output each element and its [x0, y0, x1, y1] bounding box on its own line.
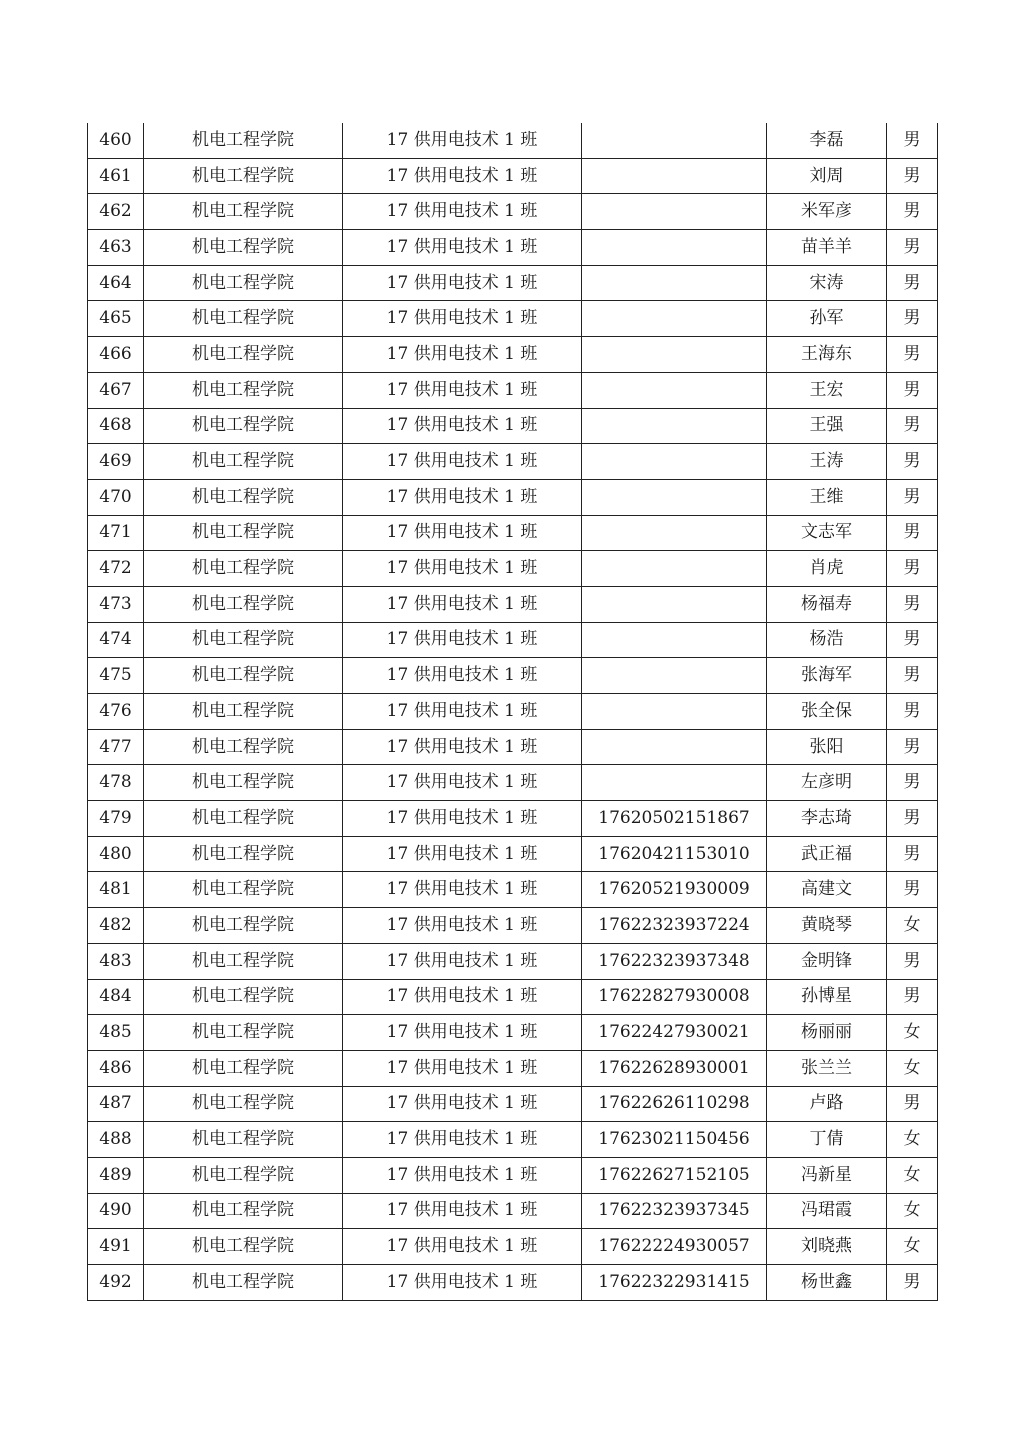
cell-class: 17 供用电技术 1 班 [343, 194, 582, 230]
cell-college: 机电工程学院 [144, 729, 343, 765]
cell-class: 17 供用电技术 1 班 [343, 658, 582, 694]
cell-gender: 男 [887, 765, 938, 801]
cell-student-id: 17622224930057 [582, 1229, 767, 1265]
cell-gender: 男 [887, 158, 938, 194]
cell-row-number: 490 [88, 1193, 144, 1229]
cell-gender: 男 [887, 658, 938, 694]
cell-student-id: 17622627152105 [582, 1157, 767, 1193]
cell-student-name: 米军彦 [767, 194, 887, 230]
cell-class: 17 供用电技术 1 班 [343, 301, 582, 337]
table-row [88, 908, 938, 944]
table-row [88, 123, 938, 158]
cell-class: 17 供用电技术 1 班 [343, 622, 582, 658]
cell-gender: 男 [887, 694, 938, 730]
cell-student-name: 李志琦 [767, 801, 887, 837]
roster-body [88, 123, 938, 1300]
cell-class: 17 供用电技术 1 班 [343, 943, 582, 979]
cell-row-number: 492 [88, 1265, 144, 1301]
cell-student-id: 17622322931415 [582, 1265, 767, 1301]
cell-student-name: 左彦明 [767, 765, 887, 801]
cell-class: 17 供用电技术 1 班 [343, 515, 582, 551]
cell-student-id: 17623021150456 [582, 1122, 767, 1158]
cell-college: 机电工程学院 [144, 265, 343, 301]
cell-student-name: 金明锋 [767, 943, 887, 979]
cell-college: 机电工程学院 [144, 408, 343, 444]
table-row [88, 1229, 938, 1265]
cell-class: 17 供用电技术 1 班 [343, 729, 582, 765]
cell-row-number: 472 [88, 551, 144, 587]
cell-student-id: 17622626110298 [582, 1086, 767, 1122]
cell-college: 机电工程学院 [144, 444, 343, 480]
cell-student-id [582, 729, 767, 765]
cell-class: 17 供用电技术 1 班 [343, 1086, 582, 1122]
cell-student-name: 黄晓琴 [767, 908, 887, 944]
cell-class: 17 供用电技术 1 班 [343, 372, 582, 408]
table-row [88, 479, 938, 515]
cell-class: 17 供用电技术 1 班 [343, 979, 582, 1015]
cell-student-name: 高建文 [767, 872, 887, 908]
table-row [88, 658, 938, 694]
cell-class: 17 供用电技术 1 班 [343, 230, 582, 266]
cell-student-name: 杨丽丽 [767, 1015, 887, 1051]
cell-gender: 男 [887, 979, 938, 1015]
cell-class: 17 供用电技术 1 班 [343, 872, 582, 908]
cell-student-name: 张全保 [767, 694, 887, 730]
cell-student-name: 杨世鑫 [767, 1265, 887, 1301]
cell-class: 17 供用电技术 1 班 [343, 1122, 582, 1158]
table-row [88, 872, 938, 908]
cell-gender: 女 [887, 1015, 938, 1051]
cell-gender: 女 [887, 1050, 938, 1086]
cell-student-name: 王维 [767, 479, 887, 515]
cell-college: 机电工程学院 [144, 515, 343, 551]
cell-college: 机电工程学院 [144, 908, 343, 944]
cell-gender: 男 [887, 586, 938, 622]
table-row [88, 1086, 938, 1122]
cell-student-id [582, 158, 767, 194]
cell-gender: 男 [887, 230, 938, 266]
cell-gender: 男 [887, 372, 938, 408]
cell-class: 17 供用电技术 1 班 [343, 479, 582, 515]
cell-class: 17 供用电技术 1 班 [343, 908, 582, 944]
table-row [88, 1193, 938, 1229]
cell-row-number: 491 [88, 1229, 144, 1265]
cell-college: 机电工程学院 [144, 1086, 343, 1122]
cell-student-id [582, 444, 767, 480]
cell-college: 机电工程学院 [144, 551, 343, 587]
cell-gender: 男 [887, 123, 938, 158]
cell-row-number: 487 [88, 1086, 144, 1122]
cell-student-id: 17620502151867 [582, 801, 767, 837]
cell-student-name: 王涛 [767, 444, 887, 480]
cell-row-number: 485 [88, 1015, 144, 1051]
cell-student-name: 张阳 [767, 729, 887, 765]
cell-student-id: 17622323937348 [582, 943, 767, 979]
cell-student-name: 刘周 [767, 158, 887, 194]
cell-gender: 男 [887, 444, 938, 480]
cell-student-id [582, 372, 767, 408]
cell-student-id [582, 230, 767, 266]
cell-college: 机电工程学院 [144, 1122, 343, 1158]
cell-student-name: 杨浩 [767, 622, 887, 658]
cell-college: 机电工程学院 [144, 622, 343, 658]
table-row [88, 1265, 938, 1301]
cell-college: 机电工程学院 [144, 801, 343, 837]
cell-row-number: 465 [88, 301, 144, 337]
cell-college: 机电工程学院 [144, 1050, 343, 1086]
cell-class: 17 供用电技术 1 班 [343, 551, 582, 587]
cell-college: 机电工程学院 [144, 158, 343, 194]
table-row [88, 765, 938, 801]
cell-gender: 男 [887, 622, 938, 658]
cell-student-id: 17622323937345 [582, 1193, 767, 1229]
cell-college: 机电工程学院 [144, 872, 343, 908]
table-row [88, 801, 938, 837]
cell-student-name: 王强 [767, 408, 887, 444]
cell-college: 机电工程学院 [144, 123, 343, 158]
table-row [88, 337, 938, 373]
cell-class: 17 供用电技术 1 班 [343, 158, 582, 194]
cell-student-id: 17622628930001 [582, 1050, 767, 1086]
cell-class: 17 供用电技术 1 班 [343, 694, 582, 730]
cell-college: 机电工程学院 [144, 836, 343, 872]
cell-gender: 男 [887, 1265, 938, 1301]
cell-student-id [582, 622, 767, 658]
cell-student-name: 刘晓燕 [767, 1229, 887, 1265]
cell-row-number: 480 [88, 836, 144, 872]
cell-college: 机电工程学院 [144, 1015, 343, 1051]
table-row [88, 265, 938, 301]
cell-student-id: 17620521930009 [582, 872, 767, 908]
cell-class: 17 供用电技术 1 班 [343, 1265, 582, 1301]
table-row [88, 943, 938, 979]
cell-student-name: 文志军 [767, 515, 887, 551]
cell-student-name: 冯新星 [767, 1157, 887, 1193]
cell-gender: 女 [887, 908, 938, 944]
cell-class: 17 供用电技术 1 班 [343, 337, 582, 373]
table-row [88, 586, 938, 622]
table-row [88, 301, 938, 337]
cell-gender: 男 [887, 801, 938, 837]
cell-gender: 男 [887, 194, 938, 230]
cell-student-id [582, 265, 767, 301]
table-row [88, 729, 938, 765]
cell-gender: 男 [887, 408, 938, 444]
cell-college: 机电工程学院 [144, 765, 343, 801]
cell-gender: 男 [887, 836, 938, 872]
cell-row-number: 489 [88, 1157, 144, 1193]
cell-gender: 男 [887, 943, 938, 979]
table-row [88, 551, 938, 587]
cell-student-name: 张海军 [767, 658, 887, 694]
cell-row-number: 476 [88, 694, 144, 730]
cell-class: 17 供用电技术 1 班 [343, 408, 582, 444]
cell-student-id [582, 765, 767, 801]
cell-student-id [582, 479, 767, 515]
cell-gender: 男 [887, 1086, 938, 1122]
cell-student-name: 丁倩 [767, 1122, 887, 1158]
table-row [88, 622, 938, 658]
cell-row-number: 484 [88, 979, 144, 1015]
cell-student-id [582, 337, 767, 373]
table-row [88, 408, 938, 444]
cell-student-name: 冯珺霞 [767, 1193, 887, 1229]
cell-row-number: 479 [88, 801, 144, 837]
cell-college: 机电工程学院 [144, 372, 343, 408]
cell-college: 机电工程学院 [144, 1193, 343, 1229]
cell-gender: 女 [887, 1157, 938, 1193]
cell-student-id: 17622427930021 [582, 1015, 767, 1051]
cell-gender: 男 [887, 265, 938, 301]
table-row [88, 836, 938, 872]
cell-student-id [582, 194, 767, 230]
cell-college: 机电工程学院 [144, 943, 343, 979]
cell-class: 17 供用电技术 1 班 [343, 444, 582, 480]
cell-row-number: 464 [88, 265, 144, 301]
cell-student-id [582, 551, 767, 587]
table-row [88, 1122, 938, 1158]
cell-class: 17 供用电技术 1 班 [343, 586, 582, 622]
cell-class: 17 供用电技术 1 班 [343, 123, 582, 158]
cell-row-number: 483 [88, 943, 144, 979]
cell-row-number: 461 [88, 158, 144, 194]
cell-class: 17 供用电技术 1 班 [343, 1157, 582, 1193]
cell-row-number: 462 [88, 194, 144, 230]
table-row [88, 230, 938, 266]
cell-college: 机电工程学院 [144, 694, 343, 730]
cell-college: 机电工程学院 [144, 337, 343, 373]
student-roster-table [87, 123, 938, 1301]
cell-class: 17 供用电技术 1 班 [343, 801, 582, 837]
cell-row-number: 488 [88, 1122, 144, 1158]
cell-college: 机电工程学院 [144, 479, 343, 515]
cell-gender: 男 [887, 551, 938, 587]
cell-class: 17 供用电技术 1 班 [343, 1193, 582, 1229]
cell-college: 机电工程学院 [144, 658, 343, 694]
cell-class: 17 供用电技术 1 班 [343, 1015, 582, 1051]
cell-student-name: 王海东 [767, 337, 887, 373]
table-row [88, 694, 938, 730]
cell-row-number: 470 [88, 479, 144, 515]
cell-gender: 男 [887, 301, 938, 337]
cell-class: 17 供用电技术 1 班 [343, 765, 582, 801]
cell-student-name: 卢路 [767, 1086, 887, 1122]
cell-student-id: 17622323937224 [582, 908, 767, 944]
cell-student-name: 苗羊羊 [767, 230, 887, 266]
cell-gender: 男 [887, 337, 938, 373]
table-row [88, 1050, 938, 1086]
cell-college: 机电工程学院 [144, 301, 343, 337]
table-row [88, 1015, 938, 1051]
cell-class: 17 供用电技术 1 班 [343, 1050, 582, 1086]
cell-row-number: 486 [88, 1050, 144, 1086]
table-row [88, 515, 938, 551]
cell-student-name: 武正福 [767, 836, 887, 872]
cell-row-number: 463 [88, 230, 144, 266]
cell-student-name: 肖虎 [767, 551, 887, 587]
cell-gender: 男 [887, 479, 938, 515]
cell-row-number: 466 [88, 337, 144, 373]
cell-student-name: 张兰兰 [767, 1050, 887, 1086]
cell-college: 机电工程学院 [144, 586, 343, 622]
cell-college: 机电工程学院 [144, 1229, 343, 1265]
cell-student-id: 17620421153010 [582, 836, 767, 872]
cell-gender: 女 [887, 1122, 938, 1158]
cell-college: 机电工程学院 [144, 1265, 343, 1301]
cell-row-number: 467 [88, 372, 144, 408]
cell-class: 17 供用电技术 1 班 [343, 265, 582, 301]
table-row [88, 1157, 938, 1193]
cell-row-number: 460 [88, 123, 144, 158]
cell-gender: 男 [887, 872, 938, 908]
cell-student-name: 宋涛 [767, 265, 887, 301]
cell-gender: 女 [887, 1193, 938, 1229]
cell-student-id [582, 586, 767, 622]
cell-student-id [582, 123, 767, 158]
table-row [88, 158, 938, 194]
cell-row-number: 471 [88, 515, 144, 551]
cell-row-number: 473 [88, 586, 144, 622]
cell-student-id [582, 658, 767, 694]
cell-gender: 男 [887, 515, 938, 551]
cell-row-number: 475 [88, 658, 144, 694]
cell-college: 机电工程学院 [144, 979, 343, 1015]
cell-gender: 男 [887, 729, 938, 765]
cell-student-id [582, 515, 767, 551]
table-row [88, 372, 938, 408]
table-row [88, 194, 938, 230]
table-row [88, 979, 938, 1015]
cell-row-number: 477 [88, 729, 144, 765]
table-row [88, 444, 938, 480]
cell-student-name: 王宏 [767, 372, 887, 408]
cell-student-name: 杨福寿 [767, 586, 887, 622]
cell-student-id [582, 408, 767, 444]
cell-gender: 女 [887, 1229, 938, 1265]
cell-student-name: 孙博星 [767, 979, 887, 1015]
cell-row-number: 481 [88, 872, 144, 908]
cell-student-id [582, 694, 767, 730]
cell-student-name: 孙军 [767, 301, 887, 337]
cell-class: 17 供用电技术 1 班 [343, 1229, 582, 1265]
cell-college: 机电工程学院 [144, 194, 343, 230]
cell-college: 机电工程学院 [144, 230, 343, 266]
cell-student-id: 17622827930008 [582, 979, 767, 1015]
cell-class: 17 供用电技术 1 班 [343, 836, 582, 872]
cell-student-id [582, 301, 767, 337]
cell-row-number: 482 [88, 908, 144, 944]
cell-row-number: 474 [88, 622, 144, 658]
cell-row-number: 468 [88, 408, 144, 444]
cell-row-number: 469 [88, 444, 144, 480]
cell-college: 机电工程学院 [144, 1157, 343, 1193]
cell-student-name: 李磊 [767, 123, 887, 158]
cell-row-number: 478 [88, 765, 144, 801]
